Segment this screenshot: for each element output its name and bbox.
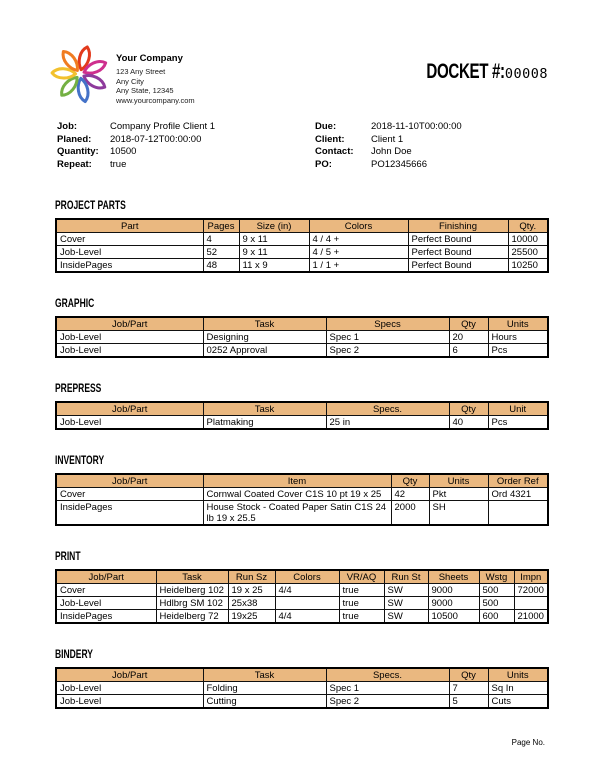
docket-number-value: 00008 bbox=[504, 66, 548, 82]
table-cell: 52 bbox=[203, 246, 239, 259]
table-header-row bbox=[56, 317, 548, 331]
column-header: Specs bbox=[326, 317, 449, 331]
column-header: Run Sz bbox=[228, 570, 275, 584]
table-row bbox=[56, 416, 548, 430]
client-field-label: Client: bbox=[315, 133, 345, 145]
contact-field bbox=[315, 146, 549, 159]
section-inventory bbox=[55, 451, 547, 526]
table-cell: SW bbox=[384, 584, 428, 597]
column-header: Task bbox=[203, 317, 326, 331]
table-cell: 19x25 bbox=[228, 610, 275, 624]
prepress-table bbox=[55, 401, 549, 430]
company-address-line: Any City bbox=[116, 76, 144, 86]
table-cell: Sq In bbox=[488, 682, 548, 695]
logo-petal bbox=[82, 59, 107, 77]
table-cell: Pcs bbox=[488, 344, 548, 358]
client-field bbox=[315, 134, 549, 147]
section-title-print: PRINT bbox=[55, 551, 81, 563]
table-header-row bbox=[56, 570, 548, 584]
section-title-project-parts: PROJECT PARTS bbox=[55, 200, 126, 212]
table-cell: 4/4 bbox=[275, 610, 339, 624]
table-cell: Spec 2 bbox=[326, 344, 449, 358]
quantity-field-value: 10500 bbox=[110, 146, 137, 157]
table-row bbox=[56, 501, 548, 526]
table-cell: 5 bbox=[449, 695, 488, 709]
table-cell: InsidePages bbox=[56, 610, 156, 624]
column-header: Order Ref bbox=[488, 474, 548, 488]
table-cell: Heidelberg 72 bbox=[156, 610, 228, 624]
company-address-line: Any State, 12345 bbox=[116, 86, 174, 95]
table-cell: Cover bbox=[56, 584, 156, 597]
table-cell bbox=[514, 597, 548, 610]
table-cell: 6 bbox=[449, 344, 488, 358]
project-parts-table bbox=[55, 218, 549, 273]
table-cell: 4/4 bbox=[275, 584, 339, 597]
company-address-block bbox=[116, 53, 195, 105]
due-field-value: 2018-11-10T00:00:00 bbox=[371, 121, 462, 132]
table-cell: Pkt bbox=[429, 488, 488, 501]
table-cell bbox=[488, 501, 548, 526]
table-row bbox=[56, 597, 548, 610]
column-header: Specs. bbox=[326, 402, 449, 416]
repeat-field-value: true bbox=[110, 158, 127, 170]
table-header-row bbox=[56, 668, 548, 682]
section-prepress bbox=[55, 379, 547, 430]
column-header: Qty. bbox=[508, 219, 548, 233]
table-header-row bbox=[56, 474, 548, 488]
page-number-label: Page No. bbox=[511, 738, 545, 747]
table-cell: Job-Level bbox=[56, 416, 203, 430]
print-table bbox=[55, 569, 549, 624]
column-header: Qty bbox=[449, 317, 488, 331]
section-title-bindery: BINDERY bbox=[55, 649, 93, 661]
table-row bbox=[56, 259, 548, 273]
table-cell: 7 bbox=[449, 682, 488, 695]
table-row bbox=[56, 344, 548, 358]
table-cell: Perfect Bound bbox=[408, 233, 508, 246]
contact-field-value: John Doe bbox=[371, 146, 412, 157]
table-cell: Job-Level bbox=[56, 597, 156, 610]
table-cell: SW bbox=[384, 610, 428, 624]
table-cell: Ord 4321 bbox=[488, 488, 548, 501]
column-header: Qty bbox=[391, 474, 429, 488]
due-field-label: Due: bbox=[315, 121, 337, 132]
section-bindery bbox=[55, 645, 547, 709]
column-header: Specs. bbox=[326, 668, 449, 682]
po-field-value: PO12345666 bbox=[371, 158, 427, 170]
table-cell: SW bbox=[384, 597, 428, 610]
table-row bbox=[56, 488, 548, 501]
section-graphic bbox=[55, 294, 547, 358]
quantity-field-label: Quantity: bbox=[57, 146, 99, 157]
column-header: Sheets bbox=[428, 570, 479, 584]
table-cell: 42 bbox=[391, 488, 429, 501]
table-cell: Cornwal Coated Cover C1S 10 pt 19 x 25 bbox=[203, 488, 391, 501]
docket-sections bbox=[55, 196, 547, 709]
table-cell: true bbox=[339, 584, 384, 597]
column-header: Size (in) bbox=[239, 219, 309, 233]
table-cell: 11 x 9 bbox=[239, 259, 309, 273]
quantity-field bbox=[57, 146, 315, 159]
contact-field-label: Contact: bbox=[315, 146, 354, 157]
table-header-row bbox=[56, 402, 548, 416]
column-header: Pages bbox=[203, 219, 239, 233]
table-cell: 25 in bbox=[326, 416, 449, 430]
graphic-table bbox=[55, 316, 549, 358]
table-cell: 2000 bbox=[391, 501, 429, 526]
table-cell: Hours bbox=[488, 331, 548, 344]
column-header: Job/Part bbox=[56, 474, 203, 488]
table-cell: Hdlbrg SM 102 bbox=[156, 597, 228, 610]
column-header: Units bbox=[429, 474, 488, 488]
job-field bbox=[57, 121, 315, 134]
client-field-value: Client 1 bbox=[371, 133, 404, 145]
column-header: Units bbox=[488, 668, 548, 682]
table-cell: Designing bbox=[203, 331, 326, 344]
column-header: Impn bbox=[514, 570, 548, 584]
table-cell: 1 / 1 + bbox=[309, 259, 408, 273]
job-summary bbox=[57, 121, 549, 171]
table-cell: 21000 bbox=[514, 610, 548, 624]
table-cell: Job-Level bbox=[56, 331, 203, 344]
table-cell: 10250 bbox=[508, 259, 548, 273]
table-cell: 4 / 5 + bbox=[309, 246, 408, 259]
table-cell: 9 x 11 bbox=[239, 246, 309, 259]
table-cell bbox=[275, 597, 339, 610]
table-cell: Pcs bbox=[488, 416, 548, 430]
table-cell: Cover bbox=[56, 488, 203, 501]
table-row bbox=[56, 610, 548, 624]
table-cell: 500 bbox=[479, 597, 514, 610]
table-cell: House Stock - Coated Paper Satin C1S 24 lb 19 x 25.5 bbox=[203, 501, 391, 526]
column-header: Job/Part bbox=[56, 402, 203, 416]
docket-header bbox=[396, 60, 548, 84]
table-row bbox=[56, 246, 548, 259]
table-cell: 500 bbox=[479, 584, 514, 597]
table-cell: Job-Level bbox=[56, 246, 203, 259]
column-header: Item bbox=[203, 474, 391, 488]
job-field-label: Job: bbox=[57, 121, 78, 132]
planned-field bbox=[57, 134, 315, 147]
company-address-line: 123 Any Street bbox=[116, 67, 166, 76]
table-cell: Job-Level bbox=[56, 682, 203, 695]
column-header: Colors bbox=[275, 570, 339, 584]
po-field bbox=[315, 159, 549, 172]
table-cell: true bbox=[339, 610, 384, 624]
column-header: Units bbox=[488, 317, 548, 331]
column-header: Task bbox=[203, 402, 326, 416]
section-project-parts bbox=[55, 196, 547, 273]
section-title-graphic: GRAPHIC bbox=[55, 298, 95, 310]
table-cell: 10000 bbox=[508, 233, 548, 246]
table-row bbox=[56, 584, 548, 597]
bindery-table bbox=[55, 667, 549, 709]
table-cell: Spec 1 bbox=[326, 331, 449, 344]
table-cell: 25x38 bbox=[228, 597, 275, 610]
table-row bbox=[56, 695, 548, 709]
column-header: Finishing bbox=[408, 219, 508, 233]
table-cell: 4 bbox=[203, 233, 239, 246]
table-cell: 9000 bbox=[428, 597, 479, 610]
table-cell: 40 bbox=[449, 416, 488, 430]
job-field-value: Company Profile Client 1 bbox=[110, 121, 216, 132]
table-cell: Perfect Bound bbox=[408, 259, 508, 273]
column-header: Task bbox=[156, 570, 228, 584]
table-cell: Cover bbox=[56, 233, 203, 246]
table-cell: Spec 2 bbox=[326, 695, 449, 709]
docket-number-label: DOCKET #: bbox=[426, 60, 505, 83]
column-header: Run St bbox=[384, 570, 428, 584]
table-cell: InsidePages bbox=[56, 501, 203, 526]
table-cell: Folding bbox=[203, 682, 326, 695]
table-header-row bbox=[56, 219, 548, 233]
column-header: Task bbox=[203, 668, 326, 682]
job-summary-right-column bbox=[315, 121, 549, 171]
column-header: Colors bbox=[309, 219, 408, 233]
table-cell: 72000 bbox=[514, 584, 548, 597]
table-cell: 48 bbox=[203, 259, 239, 273]
company-name: Your Company bbox=[116, 53, 183, 64]
table-row bbox=[56, 682, 548, 695]
table-cell: 20 bbox=[449, 331, 488, 344]
company-flower-logo-icon bbox=[48, 42, 112, 106]
column-header: VR/AQ bbox=[339, 570, 384, 584]
inventory-table bbox=[55, 473, 549, 526]
column-header: Part bbox=[56, 219, 203, 233]
job-summary-left-column bbox=[57, 121, 315, 171]
table-row bbox=[56, 233, 548, 246]
planned-field-value: 2018-07-12T00:00:00 bbox=[110, 133, 202, 145]
table-cell: Heidelberg 102 bbox=[156, 584, 228, 597]
table-cell: 4 / 4 + bbox=[309, 233, 408, 246]
table-row bbox=[56, 331, 548, 344]
table-cell: SH bbox=[429, 501, 488, 526]
column-header: Qty bbox=[449, 668, 488, 682]
table-cell: Job-Level bbox=[56, 695, 203, 709]
table-cell: 600 bbox=[479, 610, 514, 624]
table-cell: Cutting bbox=[203, 695, 326, 709]
table-cell: 9000 bbox=[428, 584, 479, 597]
due-field bbox=[315, 121, 549, 134]
table-cell: 25500 bbox=[508, 246, 548, 259]
repeat-field-label: Repeat: bbox=[57, 158, 92, 170]
company-website: www.yourcompany.com bbox=[116, 95, 195, 105]
column-header: Job/Part bbox=[56, 570, 156, 584]
table-cell: Cuts bbox=[488, 695, 548, 709]
column-header: Unit bbox=[488, 402, 548, 416]
table-cell: Job-Level bbox=[56, 344, 203, 358]
po-field-label: PO: bbox=[315, 158, 332, 170]
column-header: Job/Part bbox=[56, 317, 203, 331]
table-cell: InsidePages bbox=[56, 259, 203, 273]
column-header: Job/Part bbox=[56, 668, 203, 682]
column-header: Wstg bbox=[479, 570, 514, 584]
table-cell: 0252 Approval bbox=[203, 344, 326, 358]
section-print bbox=[55, 547, 547, 624]
table-cell: Spec 1 bbox=[326, 682, 449, 695]
repeat-field bbox=[57, 159, 315, 172]
section-title-prepress: PREPRESS bbox=[55, 383, 102, 395]
column-header: Qty bbox=[449, 402, 488, 416]
table-cell: Perfect Bound bbox=[408, 246, 508, 259]
table-cell: Platmaking bbox=[203, 416, 326, 430]
table-cell: true bbox=[339, 597, 384, 610]
table-cell: 9 x 11 bbox=[239, 233, 309, 246]
table-cell: 19 x 25 bbox=[228, 584, 275, 597]
planned-field-label: Planed: bbox=[57, 133, 92, 145]
section-title-inventory: INVENTORY bbox=[55, 455, 105, 467]
table-cell: 10500 bbox=[428, 610, 479, 624]
